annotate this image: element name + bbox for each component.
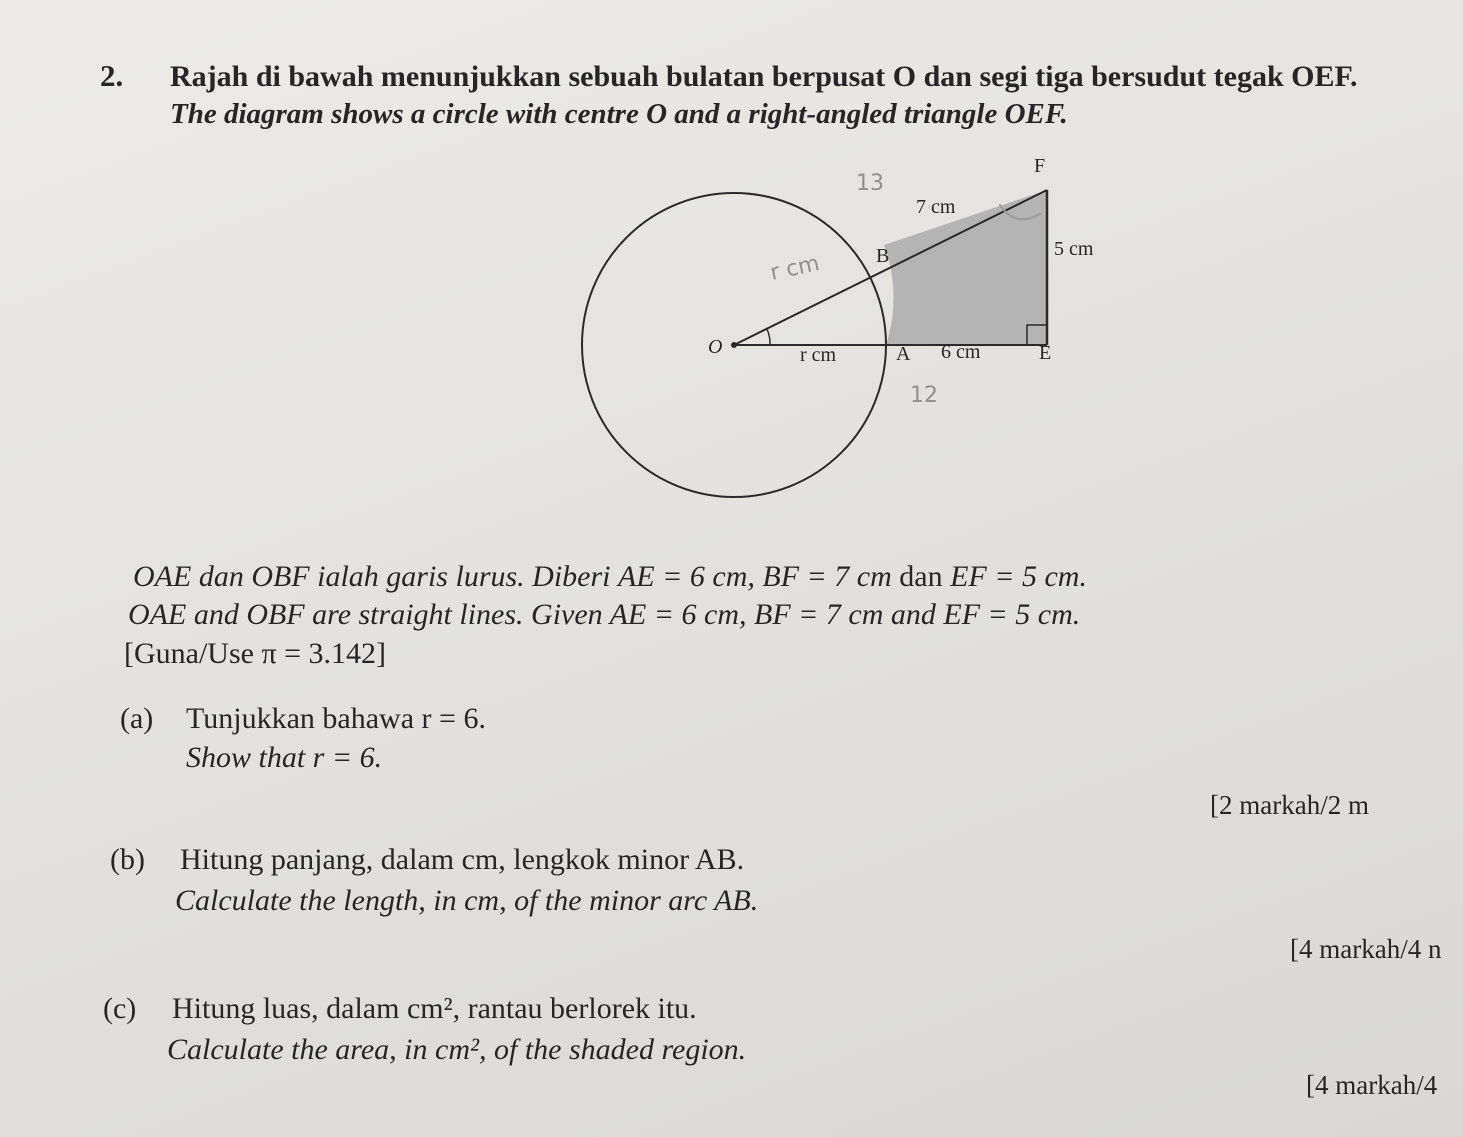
- question-stem-malay: Rajah di bawah menunjukkan sebuah bulatan berpusat O dan segi tiga bersudut tegak OEF.: [170, 60, 1358, 93]
- part-c-label: (c): [103, 992, 137, 1025]
- label-A: A: [896, 343, 911, 365]
- label-F: F: [1034, 155, 1046, 177]
- shaded-region: [884, 190, 1047, 345]
- pencil-note-12: 12: [910, 383, 938, 408]
- part-b-malay: Hitung panjang, dalam cm, lengkok minor AB.: [180, 843, 745, 876]
- angle-arc-O: [767, 329, 770, 345]
- given-english: OAE and OBF are straight lines. Given AE = 6 cm, BF = 7 cm and EF = 5 cm.: [128, 598, 1081, 631]
- label-EF: 5 cm: [1054, 238, 1094, 260]
- label-B: B: [876, 245, 890, 267]
- question-stem-english: The diagram shows a circle with centre O and a right-angled triangle OEF.: [170, 98, 1068, 130]
- centre-point-O: [731, 342, 737, 348]
- label-radius: r cm: [800, 344, 837, 366]
- part-c-marks: [4 markah/4: [1306, 1070, 1438, 1100]
- part-a-marks: [2 markah/2 m: [1210, 790, 1369, 820]
- part-c-english: Calculate the area, in cm², of the shaded region.: [167, 1033, 747, 1066]
- part-b-marks: [4 markah/4 n: [1290, 934, 1442, 964]
- question-number: 2.: [100, 58, 124, 93]
- label-E: E: [1039, 342, 1052, 364]
- label-BF: 7 cm: [916, 196, 956, 218]
- circle-triangle-diagram: [0, 0, 1463, 540]
- part-b-english: Calculate the length, in cm, of the minor arc AB.: [175, 884, 759, 917]
- pencil-note-rcm: r cm: [768, 251, 822, 286]
- part-b-label: (b): [110, 843, 145, 876]
- part-a-label: (a): [120, 702, 154, 735]
- pi-value-note: [Guna/Use π = 3.142]: [124, 637, 387, 670]
- part-c-malay: Hitung luas, dalam cm², rantau berlorek itu.: [172, 992, 697, 1025]
- label-AE: 6 cm: [941, 341, 981, 363]
- part-a-malay: Tunjukkan bahawa r = 6.: [186, 702, 486, 735]
- given-malay: OAE dan OBF ialah garis lurus. Diberi AE = 6 cm, BF = 7 cm dan EF = 5 cm.: [133, 560, 1087, 593]
- part-a-english: Show that r = 6.: [186, 741, 383, 774]
- label-O: O: [708, 336, 723, 358]
- pencil-note-13: 13: [856, 171, 884, 196]
